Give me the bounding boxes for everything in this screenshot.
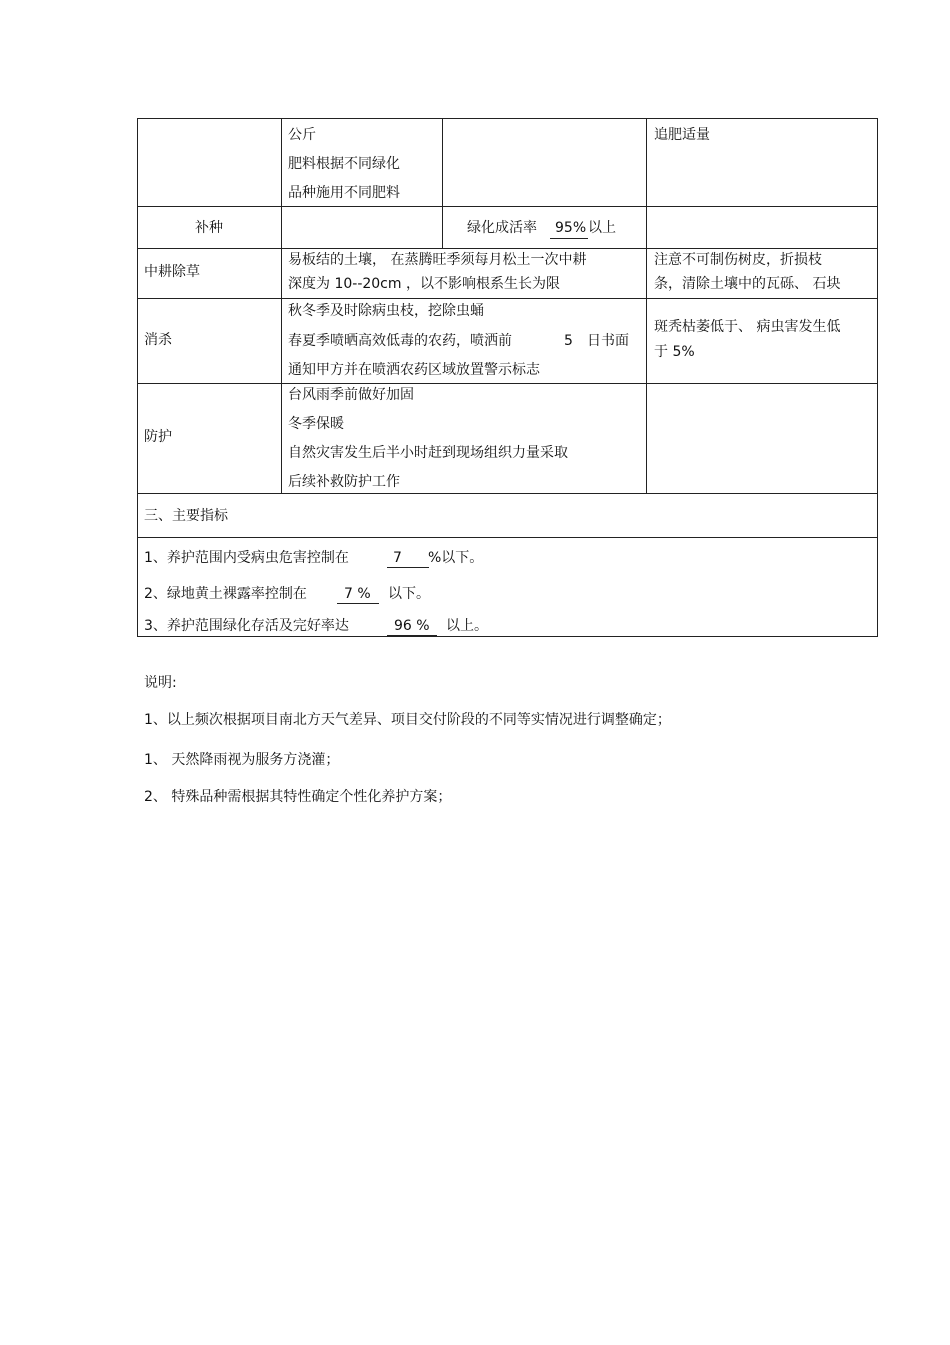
protection-method-line: 自然灾害发生后半小时赶到现场组织力量采取 <box>288 445 568 461</box>
replant-label: 补种 <box>195 220 223 236</box>
notes-item: 2、 特殊品种需根据其特性确定个性化养护方案； <box>144 789 452 805</box>
protection-method-line: 冬季保暖 <box>288 416 344 432</box>
disinfection-notice-unit: 日书面 <box>587 333 629 349</box>
table-border-right <box>877 118 878 637</box>
disinfection-method-line: 通知甲方并在喷洒农药区域放置警示标志 <box>288 362 540 378</box>
disinfection-method-line: 秋冬季及时除病虫枝，挖除虫蛹 <box>288 303 484 319</box>
fertilize-method-line: 品种施用不同肥料 <box>288 185 400 201</box>
fertilize-note: 追肥适量 <box>654 127 710 143</box>
weeding-method-line: 深度为 10--20cm ，以不影响根系生长为限 <box>288 276 560 292</box>
row-divider <box>137 493 878 494</box>
value-underline <box>550 238 588 239</box>
indicator-3-prefix: 3、养护范围绿化存活及完好率达 <box>144 618 349 634</box>
row-divider <box>137 383 878 384</box>
weeding-method-line: 易板结的土壤， 在蒸腾旺季须每月松土一次中耕 <box>288 252 587 268</box>
disinfection-method-line: 春夏季喷晒高效低毒的农药，喷洒前 <box>288 333 512 349</box>
column-divider <box>442 118 443 249</box>
disinfection-note-line: 斑秃枯萎低于、 病虫害发生低 <box>654 319 841 335</box>
replant-standard-prefix: 绿化成活率 <box>467 220 537 236</box>
indicator-2-suffix: 以下。 <box>388 586 430 602</box>
disinfection-note-line: 于 5% <box>654 344 695 360</box>
maintenance-table <box>137 118 878 637</box>
row-divider <box>137 248 878 249</box>
notes-title: 说明: <box>144 675 177 691</box>
value-underline <box>387 635 437 636</box>
column-divider <box>646 118 647 494</box>
column-divider <box>281 118 282 494</box>
row-divider <box>137 206 878 207</box>
protection-method-line: 后续补救防护工作 <box>288 474 400 490</box>
notes-item: 1、 天然降雨视为服务方浇灌； <box>144 752 340 768</box>
protection-method-line: 台风雨季前做好加固 <box>288 387 414 403</box>
value-underline <box>387 567 429 568</box>
weeding-label: 中耕除草 <box>144 264 200 280</box>
row-divider <box>137 298 878 299</box>
fertilize-method-line: 肥料根据不同绿化 <box>288 156 400 172</box>
indicator-1-value: 7 <box>393 550 402 566</box>
indicator-1-suffix: %以下。 <box>428 550 484 566</box>
disinfection-label: 消杀 <box>144 332 172 348</box>
weeding-note-line: 条，清除土壤中的瓦砾、 石块 <box>654 276 841 292</box>
indicator-3-suffix: 以上。 <box>446 618 488 634</box>
replant-standard-suffix: 以上 <box>588 220 616 236</box>
notes-item: 1、以上频次根据项目南北方天气差异、项目交付阶段的不同等实情况进行调整确定； <box>144 712 671 728</box>
indicators-heading: 三、主要指标 <box>144 508 228 524</box>
replant-standard-value: 95% <box>555 220 587 236</box>
protection-label: 防护 <box>144 429 172 445</box>
disinfection-notice-days: 5 <box>564 333 573 349</box>
table-border-left <box>137 118 138 637</box>
indicator-2-value: 7 % <box>344 586 371 602</box>
indicator-2-prefix: 2、绿地黄土裸露率控制在 <box>144 586 307 602</box>
indicator-1-prefix: 1、养护范围内受病虫危害控制在 <box>144 550 349 566</box>
table-border-top <box>137 118 878 119</box>
indicator-3-value: 96 % <box>394 618 430 634</box>
value-underline <box>337 603 379 604</box>
weeding-note-line: 注意不可制伤树皮，折损枝 <box>654 252 822 268</box>
table-border-bottom <box>137 636 878 637</box>
row-divider <box>137 537 878 538</box>
fertilize-method-line: 公斤 <box>288 127 316 143</box>
